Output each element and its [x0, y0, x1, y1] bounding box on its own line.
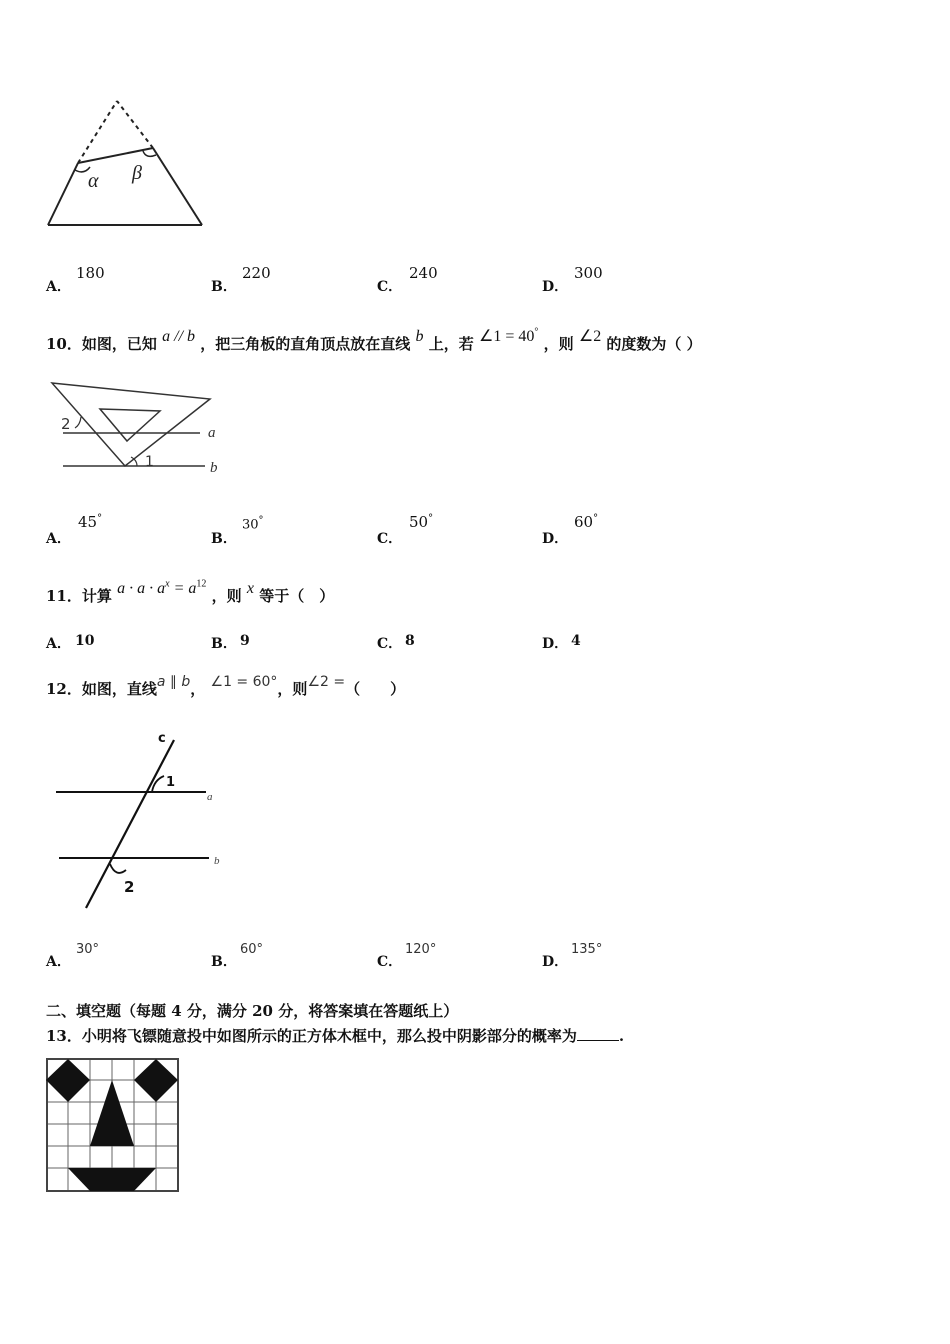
- q10-angle1-label: 1: [145, 454, 154, 470]
- q12-angle2-label: 2: [124, 878, 135, 896]
- q12-number: 12．: [46, 680, 82, 698]
- section-heading-fill-in: 二、填空题（每题 4 分，满分 20 分，将答案填在答题纸上）: [46, 1002, 459, 1020]
- q13-grid-figure: [46, 1058, 180, 1194]
- q10-line-b-label: b: [210, 460, 218, 476]
- q10-line-a-label: a: [208, 425, 216, 441]
- q9-triangle-figure: [40, 95, 215, 235]
- q10-number: 10．: [46, 335, 82, 353]
- q12-line-a-label: a: [207, 791, 213, 803]
- q11-number: 11．: [46, 587, 82, 605]
- q12-question: 12．如图，直线a ∥ b， ∠1 = 60°，则∠2 =（ ）: [46, 674, 406, 698]
- q10-figure: [45, 375, 235, 480]
- q13-question: 13．小明将飞镖随意投中如图所示的正方体木框中，那么投中阴影部分的概率为 .: [46, 1027, 625, 1045]
- q9-beta-label: β: [132, 162, 142, 184]
- q10-angle2-label: 2: [61, 415, 71, 433]
- q12-angle1-label: 1: [166, 775, 176, 790]
- q13-number: 13．: [46, 1027, 82, 1045]
- q12-figure: [44, 730, 229, 915]
- q11-question: 11．计算 $a \cdot a \cdot a^x = a^{12}$ ，则 x 等于（ ）: [46, 578, 335, 605]
- q9-alpha-label: α: [88, 170, 99, 192]
- q13-answer-blank[interactable]: [577, 1040, 619, 1041]
- q10-math-parallel: a // b: [162, 328, 196, 345]
- q12-line-c-label: c: [158, 731, 166, 746]
- q10-question: 10．如图，已知 a // b ，把三角板的直角顶点放在直线 b 上，若 ∠1 = 40° ，则 ∠2 的度数为（ ）: [46, 326, 702, 353]
- q12-line-b-label: b: [214, 855, 220, 867]
